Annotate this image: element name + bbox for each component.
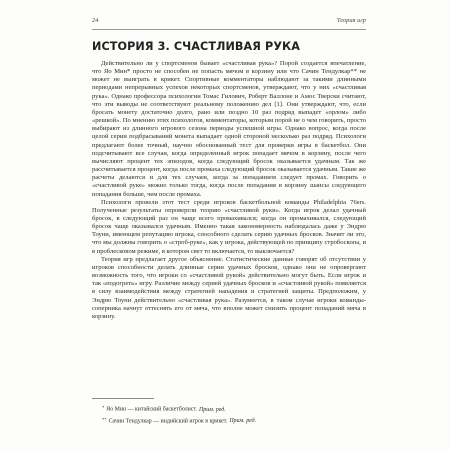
- footnotes: [92, 398, 366, 426]
- running-title: Теория игр: [336, 17, 366, 24]
- footnote-text: Сачин Тендулкар — индийский игрок в крикет.: [108, 418, 228, 425]
- footnote-text: Яо Мин — китайский баскетболист.: [106, 406, 198, 413]
- footnote-mark: **: [102, 416, 107, 422]
- footnote-note: Прим. ред.: [229, 418, 257, 425]
- footnote-mark: *: [102, 405, 105, 410]
- paragraph-3: Теория игр предлагает другое объяснение. Статистические данные говорят об отсутствии у игроков способности делать длинные серии удачных бросков, однако они не опровергают возможность того, что игроки со «счастливой рукой» действительно могут быть. Если игрок и так «подогреть» игру. Различие между серией удачных бросков и «счастливой рукой» появляется в силу взаимодействия между стратегией нападения и стратегией защиты. Предположим, у Эндрю Тоуни действительно «счастливая рука». Разумеется, в таком случае игроки команды-соперника начнут оттеснять его от мяча, что вполне может снизить процент попаданий мяча в корзину.: [92, 255, 366, 320]
- footnote-divider: [92, 398, 154, 399]
- paragraph-2: Психологи провели этот тест среди игроков баскетбольной команды Philadelphia 76ers. Полученные результаты опровергли теорию «счастливой руки». Когда игрок делал удачный бросок, в следующий раз он чаще всего промахивался; когда он промахивался, следующий бросок чаще оказывался удачным. Именно такая закономерность наблюдалась даже у Эндрю Тоуни, имеющем репутацию игрока, способного сделать серию удачных бросков. Значит ли это, что мы должны говорить о «строб-руке», как у игрока, действующей по принципу стробоскопа, и в проблесковом режиме, в котором свет то включается, то выключается?: [92, 198, 366, 255]
- paragraph-1: Действительно ли у спортсменов бывает «счастливая рука»? Порой создается впечатление, что Яо Мин* просто не способен не попасть мячом в корзину или что Сачин Тендулкар** не может не выиграть в крикет. Спортивные комментаторы наблюдают за такими длинными периодами непрерывных успехов некоторых спортсменов, утверждают, что у них «счастливая рука». Однако профессора психологии Томас Гилович, Роберт Валлоне и Амос Тверски считают, что эти выводы не соответствуют реальному положению дел [1]. Они утверждают, что, если бросать монету достаточно долго, рано или поздно 10 раз подряд выпадет «орлом» либо «решкой». По мнению этих психологов, комментаторы, которым порой не о чем говорить, просто выбирают из длинного игрового сезона периоды успешной игры. Однако вопрос, когда после целой серии подбрасываний монета выпадает одной стороной несколько раз подряд. Психологи предлагают более точный, научно обоснованный тест для проверки игры в баскетбол. Они подсчитывают все случаи, когда определенный игрок попадает мячом в корзину, после чего вычисляют процент тех эпизодов, когда следующий бросок оказывается удачным. Так же рассчитывается процент, когда после промаха следующий бросок оказывается удачным. Такие же расчеты делаются и для тех случаев, когда за попаданием следует промах. Говорить о «счастливой руке» можно только тогда, когда после попадания в корзину шансы следующего попадания больше, чем после промаха.: [92, 60, 366, 198]
- body-text: [92, 60, 366, 321]
- running-header: [92, 17, 366, 27]
- footnote-1: [92, 403, 366, 415]
- footnote-note: Прим. ред.: [199, 406, 226, 413]
- footnote-2: [92, 415, 366, 427]
- header-divider: [92, 29, 366, 30]
- page-number: 24: [92, 17, 99, 24]
- section-title: ИСТОРИЯ 3. СЧАСТЛИВАЯ РУКА: [92, 40, 301, 53]
